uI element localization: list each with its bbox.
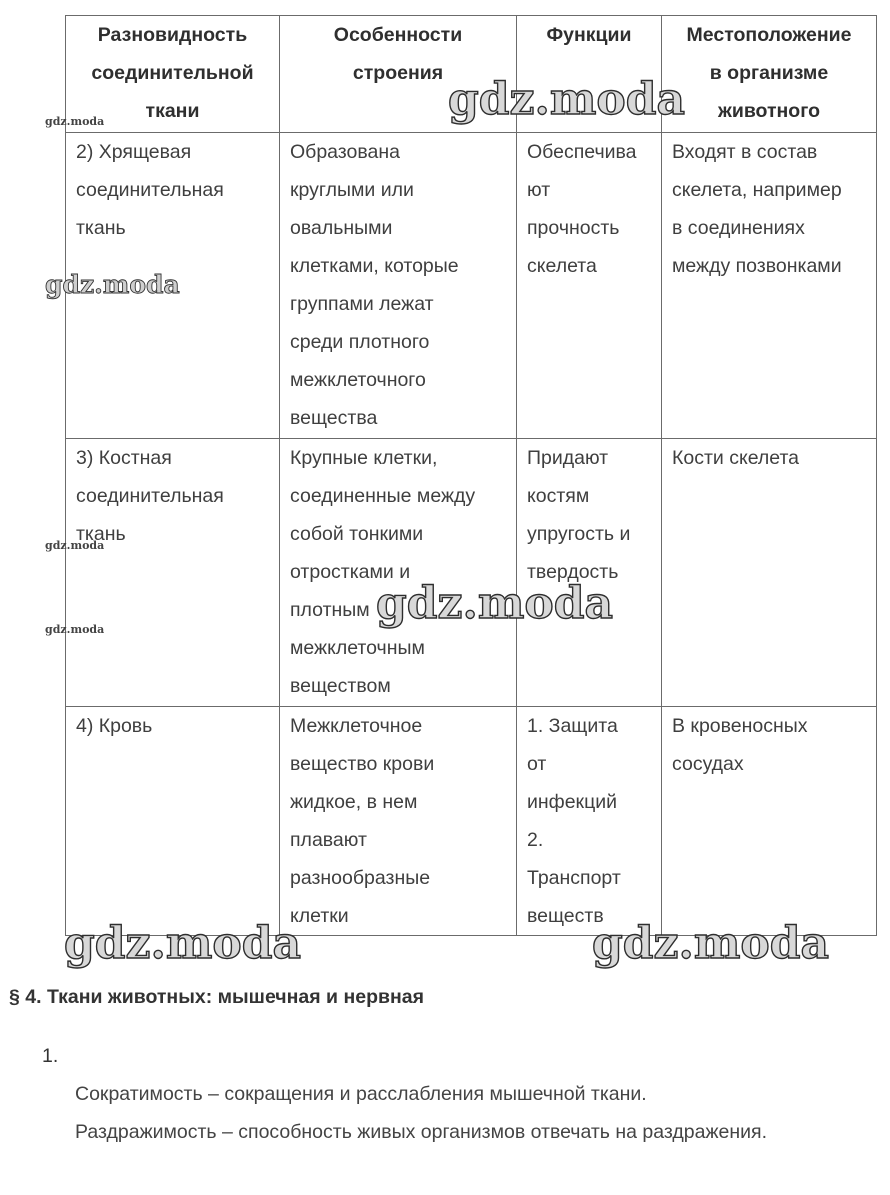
cell-variety: 2) Хрящевая соединительная ткань (66, 133, 280, 439)
cell-structure: Образована круглыми или овальными клетками, которые группами лежат среди плотного межклеточного вещества (280, 133, 517, 439)
paragraph-contractility: Сократимость – сокращения и расслабления мышечной ткани. (75, 1083, 647, 1105)
item-number: 1. (42, 1045, 59, 1067)
cell-structure: Межклеточное вещество крови жидкое, в нем плавают разнообразные клетки (280, 707, 517, 936)
cell-variety: 4) Кровь (66, 707, 280, 936)
header-location: Местоположение в организме животного (662, 16, 877, 133)
cell-location: Входят в состав скелета, например в соединениях между позвонками (662, 133, 877, 439)
cell-structure: Крупные клетки, соединенные между собой тонкими отростками и плотным межклеточным веществом (280, 439, 517, 707)
cell-functions: Придают костям упругость и твердость (517, 439, 662, 707)
watermark: gdz.moda (45, 270, 180, 299)
cell-variety: 3) Костная соединительная ткань (66, 439, 280, 707)
table-header-row (66, 16, 877, 133)
watermark: gdz.moda (376, 578, 614, 629)
cell-functions: Обеспечива ют прочность скелета (517, 133, 662, 439)
watermark: gdz.moda (448, 74, 686, 125)
watermark: gdz.moda (45, 623, 105, 636)
watermark: gdz.moda (45, 115, 105, 128)
table-row (66, 133, 877, 439)
watermark: gdz.moda (64, 918, 302, 969)
tissue-table (65, 15, 877, 936)
watermark: gdz.moda (45, 539, 105, 552)
header-variety: Разновидность соединительной ткани (66, 16, 280, 133)
cell-location: Кости скелета (662, 439, 877, 707)
header-structure: Особенности строения (280, 16, 517, 133)
cell-functions: 1. Защита от инфекций 2. Транспорт веществ (517, 707, 662, 936)
table-row (66, 439, 877, 707)
section-title: § 4. Ткани животных: мышечная и нервная (9, 986, 424, 1008)
header-functions: Функции (517, 16, 662, 133)
paragraph-irritability: Раздражимость – способность живых организмов отвечать на раздражения. (75, 1121, 767, 1143)
watermark: gdz.moda (592, 918, 830, 969)
table-row (66, 707, 877, 936)
cell-location: В кровеносных сосудах (662, 707, 877, 936)
